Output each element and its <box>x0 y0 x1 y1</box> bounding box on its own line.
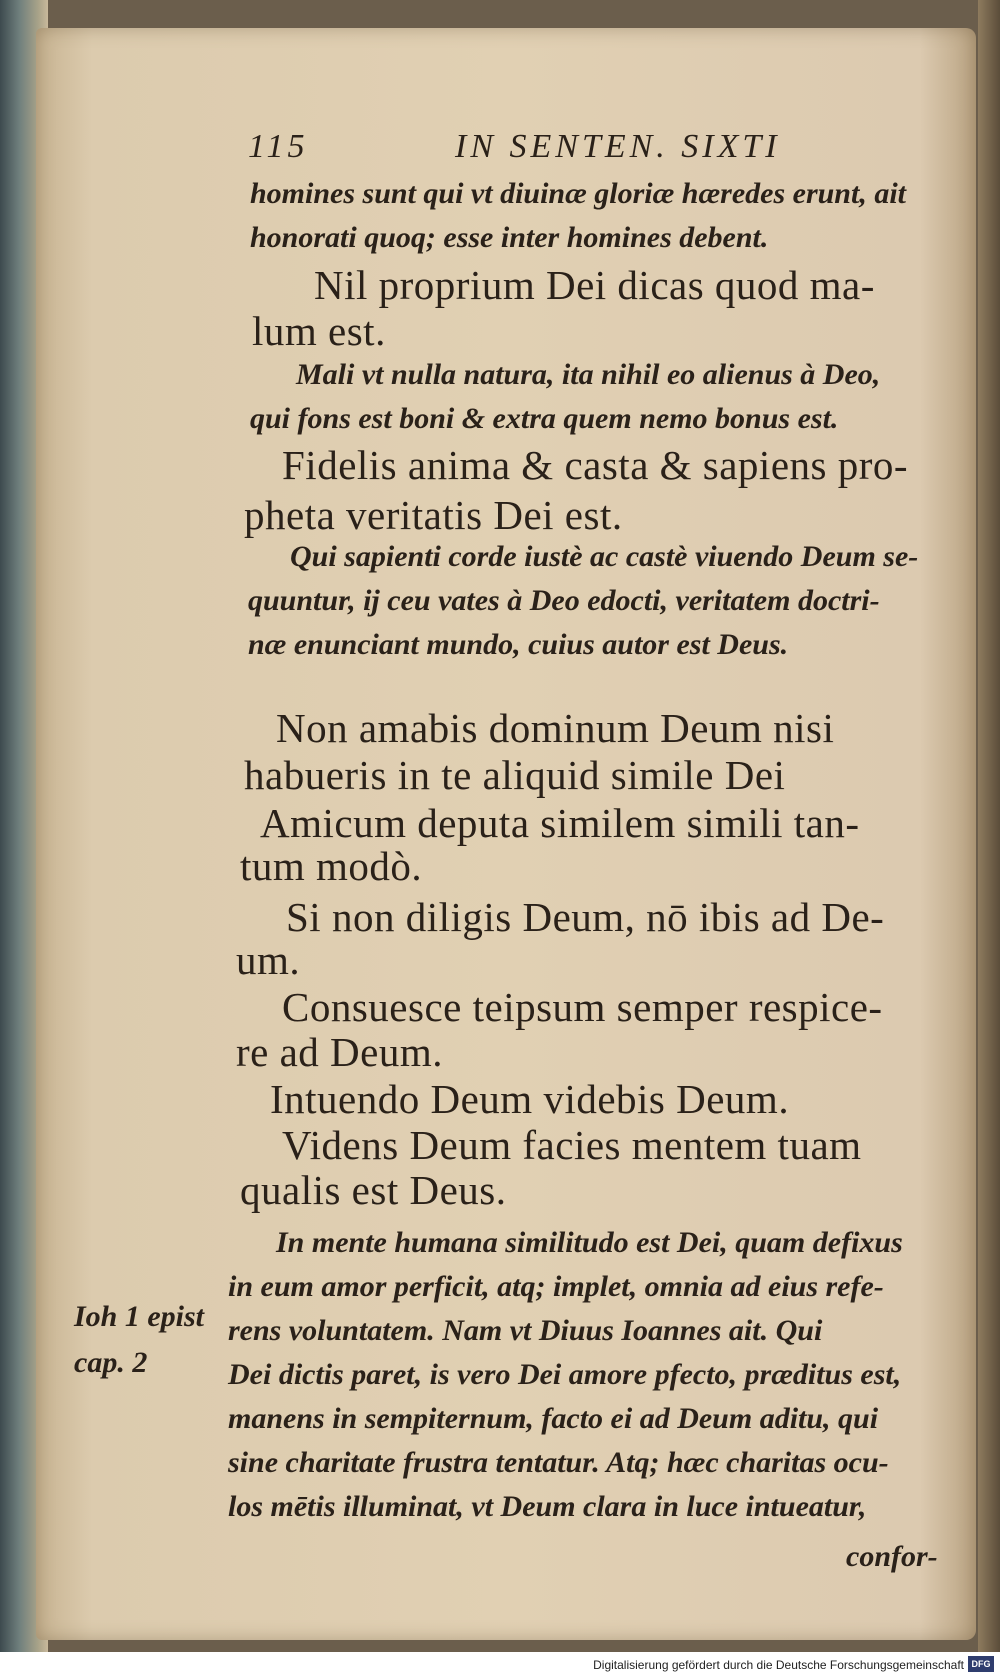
footer-credit: Digitalisierung gefördert durch die Deutsche Forschungsgemeinschaft <box>593 1658 964 1672</box>
text-line: Mali vt nulla natura, ita nihil eo alienus à Deo, <box>296 358 881 391</box>
running-title: IN SENTEN. SIXTI <box>455 128 781 165</box>
text-line: Amicum deputa similem simili tan- <box>260 800 860 846</box>
text-line: in eum amor perficit, atq; implet, omnia ad eius refe- <box>228 1270 884 1303</box>
text-line: tum modò. <box>240 843 423 889</box>
text-line: Dei dictis paret, is vero Dei amore pfecto, præditus est, <box>228 1358 902 1391</box>
text-line: honorati quoq; esse inter homines debent. <box>250 221 769 254</box>
text-line: Consuesce teipsum semper respice- <box>282 984 883 1030</box>
text-line: manens in sempiternum, facto ei ad Deum aditu, qui <box>228 1402 879 1435</box>
text-line: qui fons est boni & extra quem nemo bonus est. <box>250 402 839 435</box>
text-line: næ enunciant mundo, cuius autor est Deus. <box>248 628 789 661</box>
catchword: confor- <box>846 1540 938 1573</box>
margin-note: cap. 2 <box>74 1346 148 1379</box>
text-line: Fidelis anima & casta & sapiens pro- <box>282 442 909 488</box>
text-line: los mētis illuminat, vt Deum clara in luce intueatur, <box>228 1490 867 1523</box>
text-line: Si non diligis Deum, nō ibis ad De- <box>286 894 885 940</box>
text-line: Nil proprium Dei dicas quod ma- <box>314 262 875 308</box>
text-line: Qui sapienti corde iustè ac castè viuendo Deum se- <box>290 540 919 573</box>
text-line: Non amabis dominum Deum nisi <box>276 705 835 751</box>
text-line: Intuendo Deum videbis Deum. <box>270 1076 790 1122</box>
book-edge <box>978 0 1000 1652</box>
text-line: quuntur, ij ceu vates à Deo edocti, veritatem doctri- <box>248 584 880 617</box>
text-line: homines sunt qui vt diuinæ gloriæ hæredes erunt, ait <box>250 177 906 210</box>
text-line: pheta veritatis Dei est. <box>244 492 623 538</box>
text-line: sine charitate frustra tentatur. Atq; hæc charitas ocu- <box>228 1446 889 1479</box>
text-line: lum est. <box>252 308 386 354</box>
margin-note: Ioh 1 epist <box>74 1300 205 1333</box>
text-line: re ad Deum. <box>236 1029 443 1075</box>
text-line: habueris in te aliquid simile Dei <box>244 752 786 798</box>
text-line: um. <box>236 937 301 983</box>
text-line: Videns Deum facies mentem tuam <box>282 1122 862 1168</box>
page-number: 115 <box>248 128 309 165</box>
text-line: In mente humana similitudo est Dei, quam defixus <box>276 1226 903 1259</box>
text-line: rens voluntatem. Nam vt Diuus Ioannes ait. Qui <box>228 1314 823 1347</box>
text-line: qualis est Deus. <box>240 1167 507 1213</box>
dfg-logo: DFG <box>968 1656 994 1672</box>
